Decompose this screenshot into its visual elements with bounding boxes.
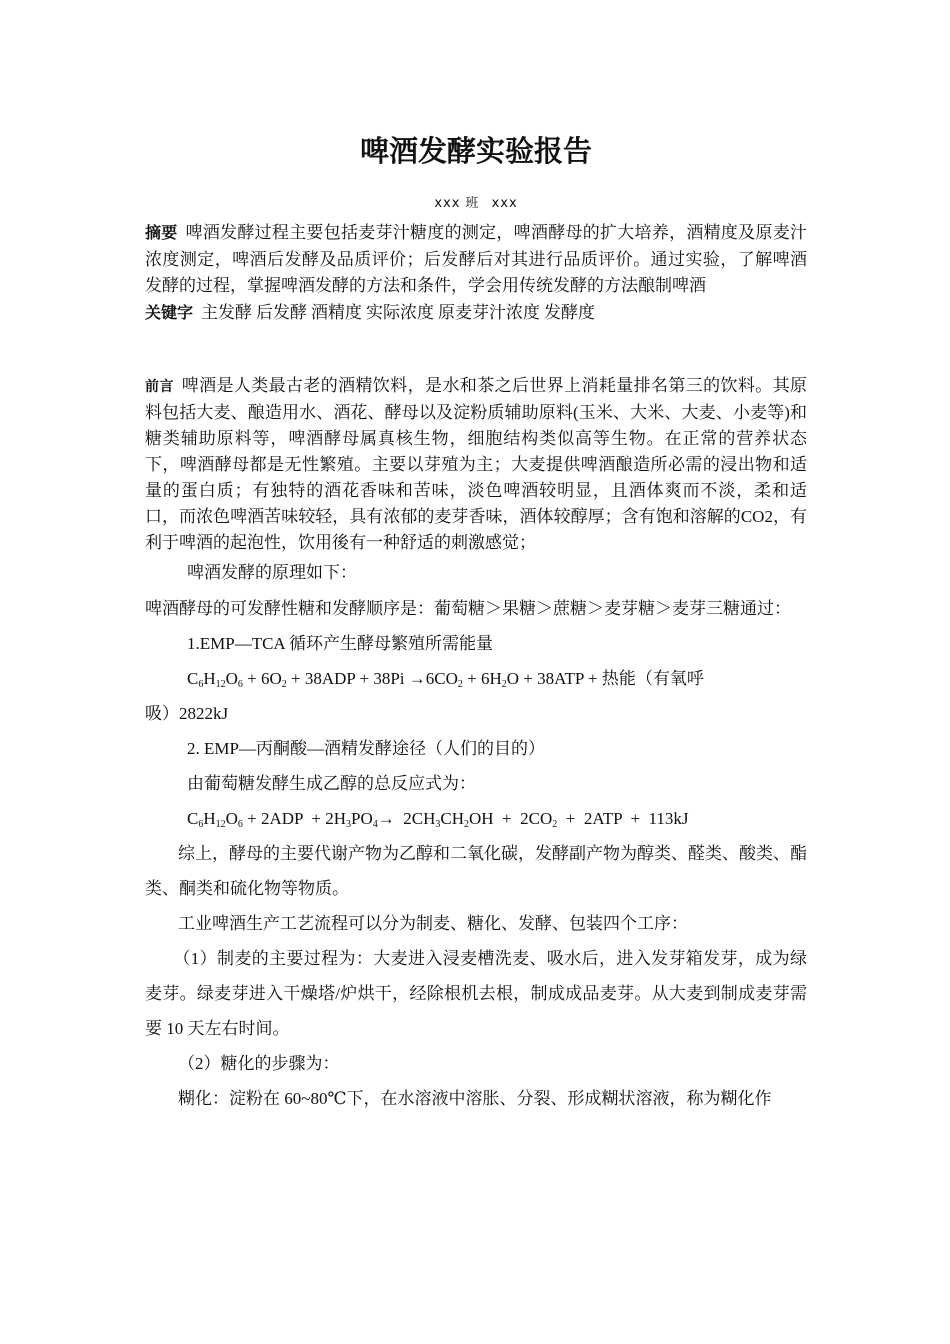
keywords-list (201, 303, 599, 322)
keyword: 酒精度 (311, 302, 363, 322)
principle-intro: 啤酒发酵的原理如下： (187, 563, 357, 582)
process-overview: 工业啤酒生产工艺流程可以分为制麦、糖化、发酵、包装四个工序： (178, 913, 688, 933)
keyword: 原麦芽汁浓度 (438, 302, 541, 322)
summary-text: 综上，酵母的主要代谢产物为乙醇和二氧化碳，发酵副产物为醇类、醛类、酸类、酯类、酮类和硫化物等物质。 (145, 843, 807, 898)
preface-text: 啤酒是人类最古老的酒精饮料，是水和茶之后世界上消耗量排名第三的饮料。其原料包括大麦、酿造用水、酒花、酵母以及淀粉质辅助原料(玉米、大米、大麦、小麦等)和糖类辅助原料等，啤酒酵母属真核生物，细胞结构类似高等生物。在正常的营养状态下，啤酒酵母都是无性繁殖。主要以芽殖为主；大麦提供啤酒酿造所必需的浸出物和适量的蛋白质；有独特的酒花香味和苦味，淡色啤酒较明显，且酒体爽而不淡，柔和适口，而浓色啤酒苦味较轻，具有浓郁的麦芽香味，酒体较醇厚；含有饱和溶解的CO2，有利于啤酒的起泡性，饮用後有一种舒适的刺激感觉； (145, 376, 808, 552)
document-content (145, 128, 807, 1116)
keywords-label: 关键字 (145, 302, 194, 322)
equation-2-intro: 由葡萄糖发酵生成乙醇的总反应式为： (187, 773, 476, 793)
principle-section (145, 591, 807, 1116)
step-1-paragraph (145, 941, 807, 1046)
pathway-item-2: 2. EMP—丙酮酸—酒精发酵途径（人们的目的） (187, 738, 545, 758)
preface-paragraph (145, 373, 807, 556)
equation-1-continuation: 吸）2822kJ (145, 703, 229, 723)
equation-1: $C_6H_{12}O_6 + 6O_2 + 38ADP + 38Pi \to 6CO_2 + 6H_2O + 38ATP$ + 热能（有氧呼 (187, 668, 704, 690)
abstract-text: 啤酒发酵过程主要包括麦芽汁糖度的测定，啤酒酵母的扩大培养，酒精度及原麦汁浓度测定，啤酒后发酵及品质评价；后发酵后对其进行品质评价。通过实验，了解啤酒发酵的过程，掌握啤酒发酵的方法和条件，学会用传统发酵的方法酿制啤酒 (145, 223, 807, 295)
keywords-line (145, 300, 807, 327)
pathway-item-1: 1.EMP—TCA 循环产生酵母繁殖所需能量 (187, 633, 494, 653)
abstract-paragraph (145, 220, 807, 300)
preface-label: 前言 (145, 379, 174, 395)
keyword: 发酵度 (544, 302, 596, 322)
summary-paragraph (145, 836, 807, 906)
keyword: 实际浓度 (366, 302, 435, 322)
keyword: 主发酵 (201, 302, 253, 322)
step-1-text: （1）制麦的主要过程为：大麦进入浸麦槽洗麦、吸水后，进入发芽箱发芽，成为绿麦芽。绿麦芽进入干燥塔/炉烘干，经除根机去根，制成成品麦芽。从大麦到制成麦芽需要 10 天左右时间。 (145, 948, 807, 1038)
author-class: xxx 班 (434, 196, 480, 211)
author-name: xxx (491, 196, 518, 211)
keyword: 后发酵 (256, 302, 308, 322)
document-title: 啤酒发酵实验报告 (359, 134, 592, 168)
gelatinization-paragraph: 糊化：淀粉在 60~80℃下，在水溶液中溶胀、分裂、形成糊状溶液，称为糊化作 (178, 1088, 772, 1108)
author-line (145, 192, 807, 211)
sugar-order-paragraph: 啤酒酵母的可发酵性糖和发酵顺序是：葡萄糖＞果糖＞蔗糖＞麦芽糖＞麦芽三糖通过： (145, 598, 791, 618)
equation-2: $C_6H_{12}O_6 + 2ADP + 2H_3PO_4\to 2CH_3CH_2OH + 2CO_2 + 2ATP + 113kJ$ (187, 808, 689, 830)
abstract-label: 摘要 (145, 223, 178, 242)
step-2-heading: （2）糖化的步骤为： (178, 1053, 340, 1073)
